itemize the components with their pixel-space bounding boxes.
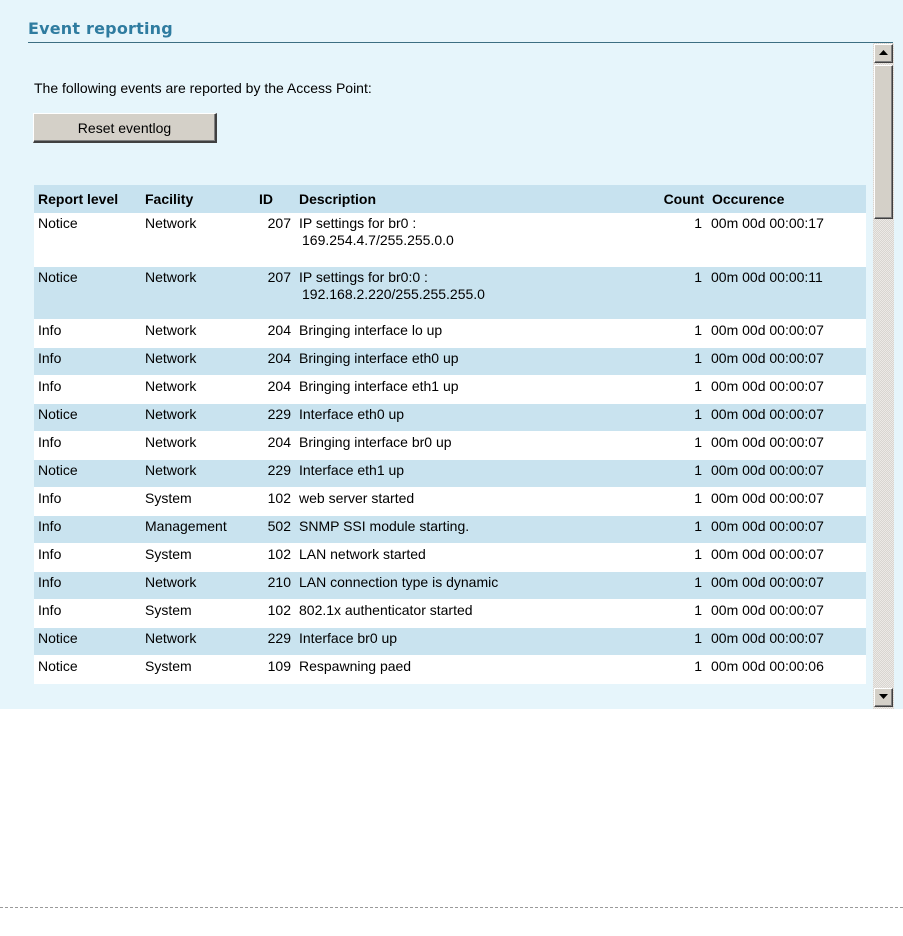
cell-facility: Network — [141, 571, 255, 599]
table-row — [34, 266, 866, 319]
cell-facility: Network — [141, 347, 255, 375]
table-row — [34, 571, 866, 599]
arrow-up-icon[interactable] — [874, 44, 893, 63]
events-table — [34, 185, 866, 684]
cell-count: 1 — [653, 627, 708, 655]
cell-count: 1 — [653, 543, 708, 571]
cell-count: 1 — [653, 487, 708, 515]
arrow-down-icon[interactable] — [874, 688, 893, 707]
cell-id: 229 — [255, 403, 295, 431]
cell-description: web server started — [295, 487, 653, 515]
column-header-occurence: Occurence — [708, 185, 866, 213]
column-header-description: Description — [295, 185, 653, 213]
cell-report-level: Info — [34, 375, 141, 403]
cell-id: 102 — [255, 599, 295, 627]
description-line: 192.168.2.220/255.255.255.0 — [302, 285, 485, 302]
cell-description: SNMP SSI module starting. — [295, 515, 653, 543]
cell-occurence: 00m 00d 00:00:07 — [708, 347, 866, 375]
table-row — [34, 459, 866, 487]
cell-description: 802.1x authenticator started — [295, 599, 653, 627]
cell-facility: Management — [141, 515, 255, 543]
table-row — [34, 347, 866, 375]
cell-report-level: Info — [34, 319, 141, 347]
cell-count: 1 — [653, 571, 708, 599]
cell-count: 1 — [653, 599, 708, 627]
table-row — [34, 655, 866, 683]
cell-facility: System — [141, 487, 255, 515]
table-row — [34, 431, 866, 459]
cell-id: 204 — [255, 431, 295, 459]
cell-occurence: 00m 00d 00:00:07 — [708, 487, 866, 515]
cell-count: 1 — [653, 515, 708, 543]
cell-occurence: 00m 00d 00:00:06 — [708, 655, 866, 683]
description-line: IP settings for br0 : — [299, 215, 417, 231]
cell-occurence: 00m 00d 00:00:07 — [708, 319, 866, 347]
cell-report-level: Info — [34, 571, 141, 599]
cell-occurence: 00m 00d 00:00:07 — [708, 543, 866, 571]
cell-count: 1 — [653, 319, 708, 347]
cell-description — [295, 266, 653, 319]
column-header-id: ID — [255, 185, 295, 213]
table-row — [34, 627, 866, 655]
cell-report-level: Info — [34, 599, 141, 627]
cell-description — [295, 213, 653, 266]
cell-report-level: Notice — [34, 266, 141, 319]
cell-occurence: 00m 00d 00:00:07 — [708, 403, 866, 431]
cell-report-level: Info — [34, 431, 141, 459]
cell-facility: System — [141, 543, 255, 571]
cell-id: 102 — [255, 543, 295, 571]
table-row — [34, 515, 866, 543]
table-header-row — [34, 185, 866, 213]
cell-occurence: 00m 00d 00:00:07 — [708, 431, 866, 459]
cell-report-level: Info — [34, 487, 141, 515]
cell-description: Bringing interface lo up — [295, 319, 653, 347]
vertical-scrollbar[interactable] — [873, 43, 894, 709]
cell-facility: Network — [141, 403, 255, 431]
cell-count: 1 — [653, 266, 708, 319]
title-bar — [28, 18, 893, 43]
cell-description: Bringing interface eth1 up — [295, 375, 653, 403]
cell-id: 204 — [255, 319, 295, 347]
cell-report-level: Notice — [34, 655, 141, 683]
cell-report-level: Info — [34, 515, 141, 543]
cell-description: LAN connection type is dynamic — [295, 571, 653, 599]
cell-id: 207 — [255, 266, 295, 319]
cell-occurence: 00m 00d 00:00:07 — [708, 375, 866, 403]
column-header-count: Count — [653, 185, 708, 213]
table-row — [34, 319, 866, 347]
cell-description: Bringing interface br0 up — [295, 431, 653, 459]
cell-occurence: 00m 00d 00:00:07 — [708, 627, 866, 655]
cell-id: 204 — [255, 347, 295, 375]
cell-description: Respawning paed — [295, 655, 653, 683]
cell-facility: System — [141, 655, 255, 683]
cell-occurence: 00m 00d 00:00:07 — [708, 599, 866, 627]
cell-count: 1 — [653, 655, 708, 683]
cell-description: Interface eth0 up — [295, 403, 653, 431]
cell-count: 1 — [653, 375, 708, 403]
cell-report-level: Notice — [34, 627, 141, 655]
cell-id: 109 — [255, 655, 295, 683]
column-header-facility: Facility — [141, 185, 255, 213]
description-line: IP settings for br0:0 : — [299, 268, 428, 285]
cell-count: 1 — [653, 431, 708, 459]
cell-report-level: Info — [34, 543, 141, 571]
cell-id: 229 — [255, 627, 295, 655]
cell-facility: Network — [141, 266, 255, 319]
cell-count: 1 — [653, 347, 708, 375]
cell-occurence: 00m 00d 00:00:11 — [708, 266, 866, 319]
cell-occurence: 00m 00d 00:00:07 — [708, 571, 866, 599]
cell-id: 207 — [255, 213, 295, 266]
events-table-body — [34, 213, 866, 683]
reset-eventlog-button[interactable]: Reset eventlog — [33, 113, 217, 143]
intro-text: The following events are reported by the Access Point: — [34, 80, 372, 96]
cell-facility: Network — [141, 213, 255, 266]
cell-description: Bringing interface eth0 up — [295, 347, 653, 375]
cell-report-level: Notice — [34, 213, 141, 266]
cell-id: 204 — [255, 375, 295, 403]
cell-facility: System — [141, 599, 255, 627]
cell-count: 1 — [653, 213, 708, 266]
cell-report-level: Info — [34, 347, 141, 375]
description-line: 169.254.4.7/255.255.0.0 — [302, 232, 454, 248]
cell-description: Interface br0 up — [295, 627, 653, 655]
dashed-divider — [0, 907, 903, 908]
table-row — [34, 487, 866, 515]
cell-id: 210 — [255, 571, 295, 599]
cell-occurence: 00m 00d 00:00:07 — [708, 459, 866, 487]
table-row — [34, 375, 866, 403]
cell-report-level: Notice — [34, 403, 141, 431]
table-row — [34, 543, 866, 571]
table-row — [34, 599, 866, 627]
cell-count: 1 — [653, 459, 708, 487]
scrollbar-thumb[interactable] — [874, 65, 893, 219]
table-row — [34, 213, 866, 266]
cell-id: 229 — [255, 459, 295, 487]
cell-facility: Network — [141, 375, 255, 403]
column-header-report-level: Report level — [34, 185, 141, 213]
table-row — [34, 403, 866, 431]
cell-facility: Network — [141, 319, 255, 347]
cell-facility: Network — [141, 459, 255, 487]
cell-count: 1 — [653, 403, 708, 431]
cell-id: 102 — [255, 487, 295, 515]
cell-description: LAN network started — [295, 543, 653, 571]
cell-facility: Network — [141, 431, 255, 459]
cell-id: 502 — [255, 515, 295, 543]
cell-occurence: 00m 00d 00:00:07 — [708, 515, 866, 543]
cell-occurence: 00m 00d 00:00:17 — [708, 213, 866, 266]
cell-description: Interface eth1 up — [295, 459, 653, 487]
cell-report-level: Notice — [34, 459, 141, 487]
cell-facility: Network — [141, 627, 255, 655]
page-title: Event reporting — [28, 19, 173, 38]
